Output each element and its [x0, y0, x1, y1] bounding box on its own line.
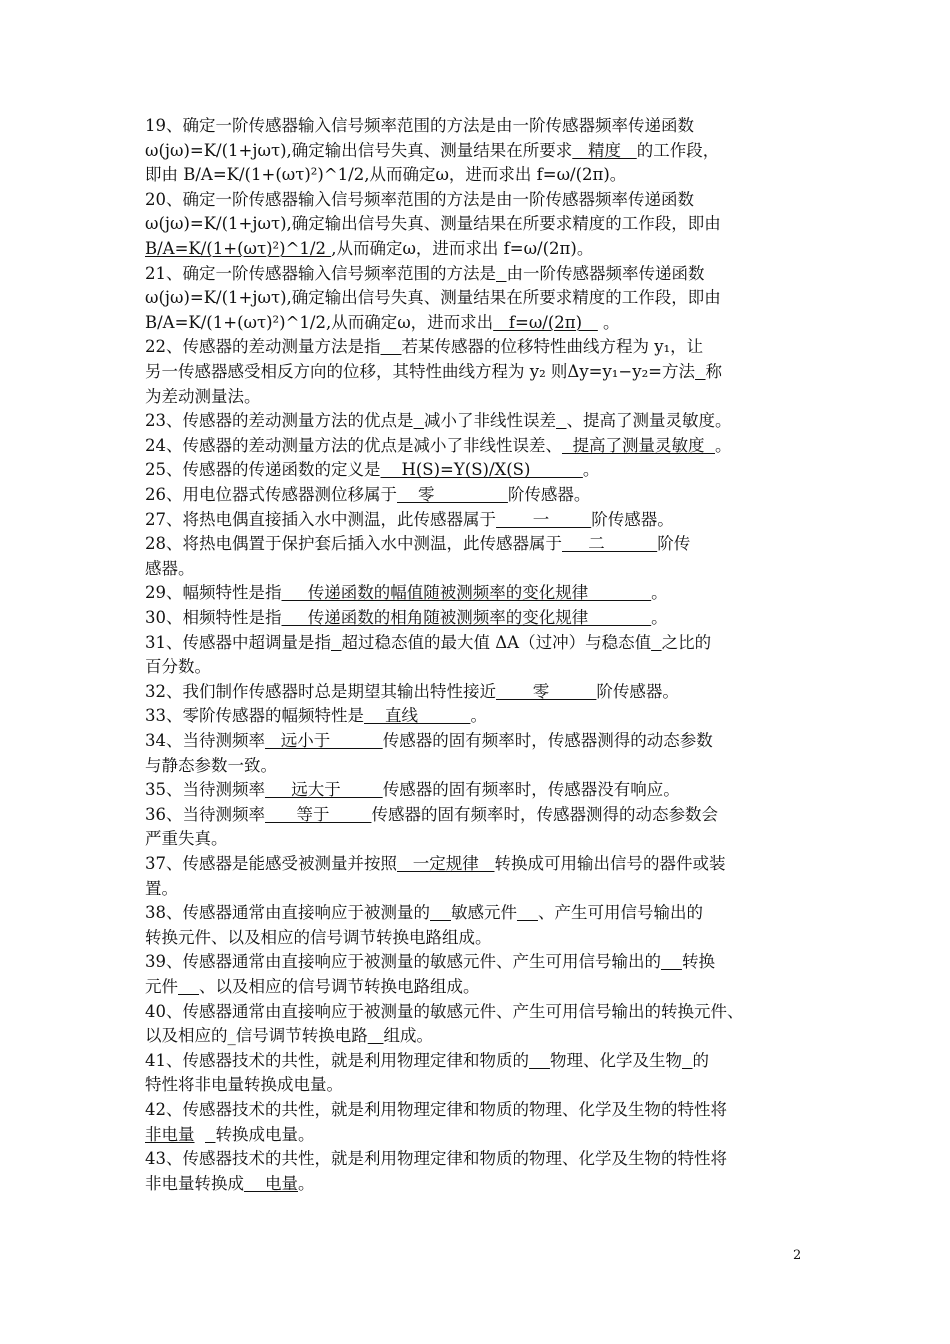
text-line [145, 754, 277, 779]
text-line [145, 803, 718, 828]
text-segment: 减小了非线性误差 [424, 411, 556, 431]
text-segment: 转换成可用输出信号的器件或装 [494, 854, 726, 873]
text-segment: 阶传感器。 [591, 509, 674, 529]
text-segment: 之比的 [661, 632, 712, 652]
text-segment: 。 [714, 435, 732, 455]
text-line [145, 1147, 727, 1172]
text-line [145, 729, 713, 754]
text-line [145, 581, 668, 606]
text-line [145, 606, 668, 631]
text-segment: 42、传感器技术的共性，就是利用物理定律和物质的物理、化学及生物的特性将 [145, 1100, 727, 1119]
underlined-answer: B/A=K/(1+(ωτ)²)^1/2 [145, 239, 332, 258]
text-segment: 转换 [681, 952, 715, 972]
text-line [145, 852, 725, 877]
text-line [145, 434, 731, 459]
text-segment: 19、确定一阶传感器输入信号频率范围的方法是由一阶传感器频率传递函数 [145, 116, 694, 135]
text-segment: 超过稳态值的最大值 ΔA（过冲）与稳态值 [341, 632, 652, 652]
text-line [145, 1000, 744, 1025]
text-segment: 敏感元件 [450, 903, 517, 923]
text-line [145, 483, 590, 508]
underlined-answer: 直线 [364, 706, 471, 726]
text-segment: 转换成电量。 [215, 1124, 315, 1144]
underlined-answer [414, 411, 425, 430]
text-line [145, 655, 211, 680]
underlined-answer [381, 337, 402, 356]
underlined-answer: 一定规律 [397, 854, 495, 873]
text-line [145, 139, 719, 164]
underlined-answer [529, 1051, 550, 1070]
underlined-answer [331, 633, 342, 652]
text-segment: 另一传感器感受相反方向的位移，其特性曲线方程为 y₂ 则Δy=y₁−y₂=方法 [145, 362, 696, 381]
text-line [145, 877, 178, 902]
text-segment: 阶传感器。 [596, 681, 679, 701]
text-segment: 23、传感器的差动测量方法的优点是 [145, 411, 414, 431]
text-segment: 物理、化学及生物 [549, 1050, 682, 1070]
text-segment: 的 [692, 1050, 709, 1070]
text-segment: 28、将热电偶置于保护套后插入水中测温，此传感器属于 [145, 534, 562, 554]
text-line [145, 680, 679, 705]
text-segment: 37、传感器是能感受被测量并按照 [145, 854, 397, 873]
text-segment: 为差动测量法。 [145, 386, 261, 406]
text-segment: 27、将热电偶直接插入水中测温，此传感器属于 [145, 509, 496, 529]
text-segment: 36、当待测频率 [145, 804, 265, 824]
text-segment: 41、传感器技术的共性，就是利用物理定律和物质的 [145, 1050, 529, 1070]
underlined-answer [517, 903, 538, 922]
text-segment: 感器。 [145, 558, 195, 578]
text-segment: 。 [597, 312, 620, 332]
underlined-answer: H(S)=Y(S)/X(S) [380, 460, 583, 480]
text-line [145, 360, 722, 385]
text-segment: 20、确定一阶传感器输入信号频率范围的方法是由一阶传感器频率传递函数 [145, 189, 694, 209]
underlined-answer: 二 [562, 534, 658, 554]
text-line [145, 1172, 314, 1197]
text-segment: 称 [705, 362, 723, 381]
text-segment: 与静态参数一致。 [145, 755, 277, 775]
text-segment: 21、确定一阶传感器输入信号频率范围的方法是 [145, 263, 496, 283]
text-segment: 即由 B/A=K/(1+(ωτ)²)^1/2,从而确定ω，进而求出 f=ω/(2π)。 [145, 165, 627, 185]
text-line [145, 508, 674, 533]
text-line [145, 286, 721, 311]
text-segment: 的工作段， [636, 140, 720, 160]
underlined-answer [430, 903, 451, 922]
text-segment: 25、传感器的传递函数的定义是 [145, 460, 381, 480]
underlined-answer: 远小于 [265, 731, 383, 750]
underlined-answer: 电量 [244, 1173, 298, 1193]
text-segment: 38、传感器通常由直接响应于被测量的 [145, 903, 430, 923]
underlined-answer: 传递函数的幅值随被测频率的变化规律 [281, 583, 652, 603]
text-segment: 35、当待测频率 [145, 780, 265, 800]
text-segment: ω(jω)=K/(1+jωτ),确定输出信号失真、测量结果在所要求精度的工作段，即由 [145, 288, 721, 308]
underlined-answer [205, 1125, 216, 1144]
text-line [145, 237, 593, 262]
text-line [145, 1073, 343, 1098]
text-segment: 严重失真。 [145, 829, 228, 849]
text-segment: 。 [582, 460, 600, 480]
underlined-answer: 零 [397, 485, 508, 504]
text-line [145, 1098, 727, 1123]
text-segment: 转换元件、以及相应的信号调节转换电路组成。 [145, 927, 492, 947]
text-segment: 22、传感器的差动测量方法是指 [145, 337, 381, 357]
text-segment: 。 [470, 706, 487, 726]
text-segment: 32、我们制作传感器时总是期望其输出特性接近 [145, 681, 496, 701]
text-segment: 组成。 [383, 1026, 433, 1046]
text-segment: ,从而确定ω，进而求出 f=ω/(2π)。 [331, 239, 594, 258]
text-line [145, 827, 228, 852]
text-line [145, 778, 680, 803]
text-line [145, 409, 732, 434]
underlined-answer [651, 633, 662, 652]
text-line [145, 704, 487, 729]
text-segment: 非电量转换成 [145, 1173, 244, 1193]
text-segment [195, 1125, 206, 1144]
text-segment: 24、传感器的差动测量方法的优点是减小了非线性误差、 [145, 435, 562, 455]
text-line [145, 114, 694, 139]
text-line [145, 1123, 315, 1148]
text-segment: 26、用电位器式传感器测位移属于 [145, 485, 397, 504]
underlined-answer: 非电量 [145, 1124, 195, 1144]
text-segment: 由一阶传感器频率传递函数 [506, 263, 705, 283]
text-segment: 、以及相应的信号调节转换电路组成。 [198, 977, 480, 996]
underlined-answer: 零 [496, 681, 597, 701]
underlined-answer: 一 [496, 509, 592, 529]
text-segment: ω(jω)=K/(1+jωτ),确定输出信号失真、测量结果在所要求精度的工作段，即由 [145, 214, 721, 234]
text-segment: 。 [651, 608, 668, 627]
text-line [145, 557, 195, 582]
underlined-answer: 提高了测量灵敏度 [562, 435, 715, 455]
underlined-answer [178, 977, 199, 996]
text-segment: 传感器的固有频率时，传感器测得的动态参数会 [371, 804, 718, 824]
text-segment: 29、幅频特性是指 [145, 583, 282, 603]
text-segment: ω(jω)=K/(1+jωτ),确定输出信号失真、测量结果在所要求 [145, 140, 573, 160]
text-segment: 传感器的固有频率时，传感器测得的动态参数 [382, 731, 713, 750]
text-segment: 百分数。 [145, 657, 211, 677]
underlined-answer [368, 1026, 384, 1045]
text-line [145, 901, 703, 926]
text-segment: 43、传感器技术的共性，就是利用物理定律和物质的物理、化学及生物的特性将 [145, 1149, 727, 1169]
text-segment: 阶传 [657, 534, 691, 554]
text-segment: 39、传感器通常由直接响应于被测量的敏感元件、产生可用信号输出的 [145, 952, 661, 972]
underlined-answer: f=ω/(2π) [493, 312, 598, 332]
text-segment: 40、传感器通常由直接响应于被测量的敏感元件、产生可用信号输出的转换元件、 [145, 1001, 744, 1021]
text-segment: 置。 [145, 878, 178, 898]
text-segment: 30、相频特性是指 [145, 608, 282, 627]
text-segment: 传感器的固有频率时，传感器没有响应。 [382, 780, 680, 800]
text-segment: B/A=K/(1+(ωτ)²)^1/2,从而确定ω，进而求出 [145, 312, 494, 332]
text-segment: 元件 [145, 977, 178, 996]
text-line [145, 188, 694, 213]
underlined-answer: 远大于 [265, 780, 383, 800]
text-segment: 、产生可用信号输出的 [537, 903, 703, 923]
underlined-answer [496, 264, 507, 283]
text-segment: 。 [297, 1173, 315, 1193]
text-line [145, 926, 492, 951]
text-line [145, 1024, 433, 1049]
text-segment: 以及相应的_信号调节转换电路 [145, 1026, 368, 1046]
text-line [145, 1049, 709, 1074]
text-line [145, 385, 261, 410]
text-segment: 阶传感器。 [507, 485, 591, 504]
underlined-answer [556, 411, 567, 430]
underlined-answer [661, 952, 682, 971]
text-segment: 34、当待测频率 [145, 731, 265, 750]
text-line [145, 975, 479, 1000]
text-segment: 特性将非电量转换成电量。 [145, 1075, 343, 1095]
text-segment: 33、零阶传感器的幅频特性是 [145, 706, 364, 726]
text-segment: 31、传感器中超调量是指 [145, 632, 331, 652]
text-line [145, 335, 703, 360]
page-number: 2 [793, 1248, 802, 1263]
text-line [145, 631, 711, 656]
underlined-answer: 传递函数的相角随被测频率的变化规律 [281, 608, 652, 627]
text-line [145, 532, 690, 557]
text-segment: 若某传感器的位移特性曲线方程为 y₁，让 [401, 337, 704, 357]
text-line [145, 458, 599, 483]
underlined-answer [695, 362, 706, 381]
text-segment: 、提高了测量灵敏度。 [566, 411, 732, 431]
underlined-answer [682, 1051, 693, 1070]
underlined-answer: 等于 [265, 804, 372, 824]
text-segment: 。 [651, 583, 668, 603]
text-line [145, 950, 715, 975]
text-line [145, 311, 620, 336]
underlined-answer: 精度 [572, 140, 637, 160]
text-line [145, 163, 626, 188]
text-line [145, 262, 705, 287]
text-line [145, 212, 721, 237]
